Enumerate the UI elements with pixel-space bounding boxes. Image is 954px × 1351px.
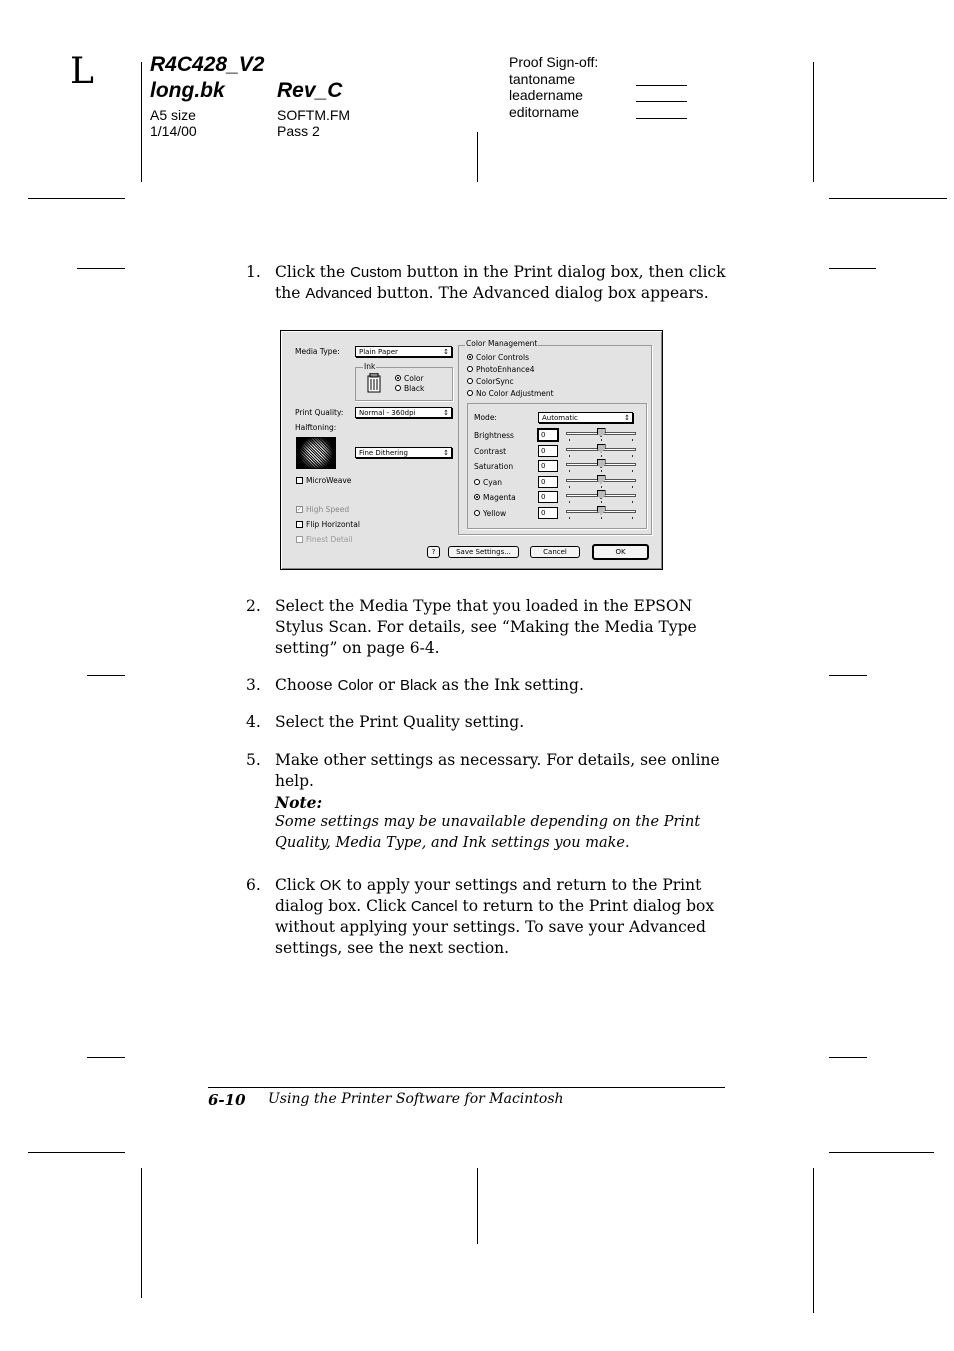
step-text: Select the Media Type that you loaded in the EPSON Stylus Scan. For details, see “Making the Media Type setting” on page 6-4. (275, 597, 697, 657)
ui-term: Advanced (305, 285, 373, 302)
color-management-label: Color Management (466, 339, 538, 348)
ui-term: Color (337, 677, 374, 694)
ink-color-radio[interactable]: Color (395, 374, 424, 383)
doc-date: 1/14/00 (150, 123, 197, 139)
crop-mark (477, 132, 478, 182)
crop-mark (829, 675, 867, 676)
proof-label: Proof Sign-off: (509, 54, 599, 70)
radio-icon (395, 385, 401, 391)
cm-option-radio[interactable]: Color Controls (467, 353, 529, 362)
checkbox-icon (296, 536, 303, 543)
page-number: 6-10 (208, 1091, 246, 1109)
step-text: Click the Custom button in the Print dialog box, then click the Advanced button. The Advanced dialog box appears. (275, 263, 726, 302)
popup-arrow-icon: ↕ (443, 348, 449, 356)
media-type-value: Plain Paper (359, 348, 398, 356)
cm-option-radio[interactable]: PhotoEnhance4 (467, 365, 535, 374)
doc-title: R4C428_V2 (150, 53, 265, 76)
chapter-title: Using the Printer Software for Macintosh (268, 1091, 564, 1107)
print-quality-label: Print Quality: (295, 408, 344, 417)
crop-mark (829, 1152, 934, 1153)
step-text: Choose Color or Black as the Ink setting. (275, 676, 584, 694)
slider-thumb[interactable] (597, 444, 606, 453)
slider-control[interactable] (566, 444, 636, 456)
slider-tick (569, 501, 570, 503)
crop-mark (141, 1168, 142, 1298)
media-type-popup[interactable] (355, 346, 452, 357)
doc-revision: Rev_C (277, 79, 343, 102)
signer-name: tantoname (509, 71, 576, 87)
footer-rule (208, 1087, 725, 1088)
signer-name: leadername (509, 87, 583, 103)
signoff-line (636, 85, 687, 86)
slider-label[interactable]: Yellow (474, 509, 506, 518)
popup-arrow-icon: ↕ (443, 409, 449, 417)
ui-term: Custom (350, 264, 402, 281)
halftone-preview-image (296, 437, 336, 469)
high-speed-checkbox[interactable]: ✓ High Speed (297, 505, 350, 514)
slider-value-field[interactable]: 0 (538, 507, 558, 519)
cancel-button[interactable]: Cancel (530, 546, 580, 558)
slider-tick (601, 501, 602, 503)
slider-control[interactable] (566, 428, 636, 440)
slider-value-field[interactable]: 0 (538, 491, 558, 503)
slider-control[interactable] (566, 490, 636, 502)
crop-mark (829, 1057, 867, 1058)
crop-mark (28, 1152, 125, 1153)
crop-mark (813, 1168, 814, 1313)
crop-mark (77, 268, 125, 269)
note-title: Note: (275, 793, 323, 812)
slider-tick (632, 517, 633, 519)
ink-black-radio[interactable]: Black (395, 384, 424, 393)
slider-label: Contrast (474, 446, 507, 456)
slider-thumb[interactable] (597, 459, 606, 468)
halftoning-value: Fine Dithering (359, 449, 408, 457)
slider-thumb[interactable] (597, 428, 606, 437)
slider-tick (601, 439, 602, 441)
slider-label: Brightness (474, 431, 514, 440)
ink-label: Ink (364, 362, 376, 371)
slider-value-field[interactable]: 0 (538, 429, 558, 441)
popup-arrow-icon: ↕ (624, 414, 630, 422)
checkbox-icon (296, 521, 303, 528)
slider-tick (632, 455, 633, 457)
radio-selected-icon (474, 494, 480, 500)
checkbox-icon (296, 477, 303, 484)
slider-tick (569, 439, 570, 441)
slider-tick (601, 455, 602, 457)
crop-mark (28, 198, 125, 199)
doc-book: long.bk (150, 79, 225, 102)
halftoning-label: Halftoning: (295, 423, 337, 432)
signer-name: editorname (509, 104, 580, 120)
slider-control[interactable] (566, 459, 636, 471)
step-number: 2. (246, 597, 261, 615)
slider-tick (632, 470, 633, 472)
corner-letter: L (70, 51, 94, 92)
ui-term: Black (400, 677, 437, 694)
mode-popup[interactable] (538, 412, 633, 423)
crop-mark (829, 268, 876, 269)
doc-size: A5 size (150, 107, 196, 123)
slider-control[interactable] (566, 506, 636, 518)
advanced-dialog (280, 330, 663, 570)
doc-pass: Pass 2 (277, 123, 320, 139)
ok-button[interactable]: OK (592, 544, 649, 560)
checkbox-checked-icon: ✓ (297, 505, 303, 513)
slider-tick (632, 486, 633, 488)
radio-selected-icon (467, 354, 473, 360)
slider-control[interactable] (566, 475, 636, 487)
slider-label: Saturation (474, 462, 514, 471)
microweave-checkbox[interactable]: MicroWeave (296, 476, 351, 485)
step-number: 6. (246, 876, 261, 894)
save-settings-button[interactable]: Save Settings... (448, 546, 519, 558)
finest-detail-checkbox[interactable]: Finest Detail (296, 535, 353, 544)
crop-mark (87, 675, 125, 676)
step-number: 3. (246, 676, 261, 694)
doc-file: SOFTM.FM (277, 107, 351, 123)
radio-icon (467, 390, 473, 396)
crop-mark (829, 198, 947, 199)
crop-mark (141, 62, 142, 182)
slider-tick (601, 517, 602, 519)
step-text: Click OK to apply your settings and return to the Print dialog box. Click Cancel to return to the Print dialog box without applying your settings. To save your Advanced settings, see the next section. (275, 876, 715, 957)
slider-value-field[interactable]: 0 (538, 445, 558, 457)
note-text: Some settings may be unavailable depending on the Print Quality, Media Type, and Ink settings you make. (275, 814, 701, 851)
signoff-line (636, 118, 687, 119)
step-text: Select the Print Quality setting. (275, 713, 525, 731)
slider-tick (632, 439, 633, 441)
slider-value-field[interactable]: 0 (538, 460, 558, 472)
slider-tick (632, 501, 633, 503)
media-type-label: Media Type: (295, 347, 340, 356)
step-number: 4. (246, 713, 261, 731)
step-number: 1. (246, 263, 261, 281)
slider-thumb[interactable] (597, 475, 606, 484)
cm-option-radio[interactable]: ColorSync (467, 377, 514, 386)
slider-thumb[interactable] (597, 506, 606, 515)
crop-mark (477, 1168, 478, 1244)
slider-thumb[interactable] (597, 490, 606, 499)
slider-tick (569, 455, 570, 457)
slider-tick (601, 486, 602, 488)
print-quality-value: Normal - 360dpi (359, 409, 416, 417)
signoff-line (636, 101, 687, 102)
radio-icon (467, 378, 473, 384)
slider-value-field[interactable]: 0 (538, 476, 558, 488)
radio-icon (474, 479, 480, 485)
slider-tick (569, 470, 570, 472)
crop-mark (813, 62, 814, 182)
flip-horizontal-checkbox[interactable]: Flip Horizontal (296, 520, 360, 529)
cm-option-radio[interactable]: No Color Adjustment (467, 389, 554, 398)
mode-value: Automatic (542, 414, 578, 422)
help-button[interactable]: ? (427, 546, 440, 558)
radio-selected-icon (395, 375, 401, 381)
mode-label: Mode: (474, 413, 497, 422)
step-number: 5. (246, 751, 261, 769)
slider-tick (569, 517, 570, 519)
ink-cartridge-icon (367, 373, 381, 393)
print-quality-popup[interactable] (355, 407, 452, 418)
step-text: Make other settings as necessary. For details, see online help. (275, 751, 720, 790)
slider-label[interactable]: Cyan (474, 478, 502, 487)
ui-term: Cancel (410, 898, 458, 915)
popup-arrow-icon: ↕ (443, 449, 449, 457)
ui-term: OK (319, 877, 342, 894)
crop-mark (87, 1057, 125, 1058)
radio-icon (467, 366, 473, 372)
radio-icon (474, 510, 480, 516)
halftoning-popup[interactable] (355, 447, 452, 458)
slider-tick (569, 486, 570, 488)
slider-label[interactable]: Magenta (474, 493, 516, 502)
slider-tick (601, 470, 602, 472)
